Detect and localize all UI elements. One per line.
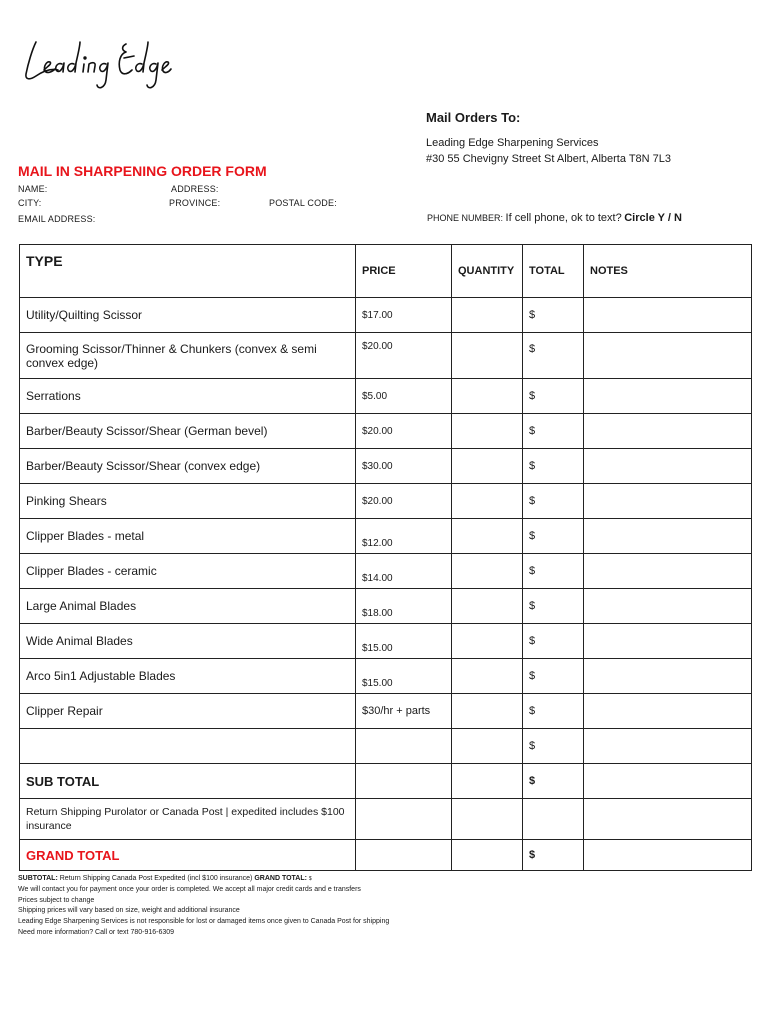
notes-cell[interactable] <box>584 694 752 729</box>
total-cell[interactable]: $ <box>523 449 584 484</box>
quantity-cell[interactable] <box>452 484 523 519</box>
shipping-total-cell[interactable] <box>523 799 584 840</box>
table-row <box>20 333 752 379</box>
item-price: $20.00 <box>356 414 452 449</box>
total-cell[interactable]: $ <box>523 624 584 659</box>
total-cell[interactable]: $ <box>523 519 584 554</box>
item-type: Grooming Scissor/Thinner & Chunkers (convex & semi convex edge) <box>20 333 356 379</box>
item-price[interactable] <box>356 729 452 764</box>
mail-orders-line-1: Leading Edge Sharpening Services <box>426 137 599 149</box>
notes-cell[interactable] <box>584 449 752 484</box>
item-type: Wide Animal Blades <box>20 624 356 659</box>
footer-subtotal-label: SUBTOTAL: <box>18 875 58 882</box>
address-field-label: ADDRESS: <box>171 184 219 194</box>
phone-number-label: PHONE NUMBER: <box>427 213 504 223</box>
total-cell[interactable]: $ <box>523 484 584 519</box>
quantity-header: QUANTITY <box>452 245 523 298</box>
sub-total-quantity-cell <box>452 764 523 799</box>
item-type: Clipper Blades - metal <box>20 519 356 554</box>
quantity-cell[interactable] <box>452 449 523 484</box>
table-row <box>20 659 752 694</box>
item-type: Utility/Quilting Scissor <box>20 298 356 333</box>
notes-cell[interactable] <box>584 333 752 379</box>
table-row <box>20 298 752 333</box>
footer-line-6: Need more information? Call or text 780-916-6309 <box>18 928 175 936</box>
footer-subtotal-text: Return Shipping Canada Post Expedited (incl $100 insurance) <box>59 875 253 882</box>
table-row <box>20 379 752 414</box>
item-price: $12.00 <box>356 519 452 554</box>
quantity-cell[interactable] <box>452 659 523 694</box>
grand-total-value[interactable]: $ <box>523 840 584 871</box>
item-price: $5.00 <box>356 379 452 414</box>
table-row <box>20 449 752 484</box>
sub-total-row <box>20 764 752 799</box>
notes-cell[interactable] <box>584 484 752 519</box>
footer-line-3: Prices subject to change <box>18 896 95 904</box>
province-field-label: PROVINCE: <box>169 198 221 208</box>
phone-text-question: If cell phone, ok to text? <box>505 212 622 224</box>
shipping-price-cell <box>356 799 452 840</box>
table-row <box>20 694 752 729</box>
item-price: $18.00 <box>356 589 452 624</box>
quantity-cell[interactable] <box>452 554 523 589</box>
notes-cell[interactable] <box>584 519 752 554</box>
footer-line-4: Shipping prices will vary based on size, weight and additional insurance <box>18 907 240 915</box>
footer-line-1 <box>18 874 389 885</box>
footer-grand-value: $ <box>308 876 312 882</box>
notes-cell[interactable] <box>584 624 752 659</box>
table-header-row <box>20 245 752 298</box>
total-cell[interactable]: $ <box>523 379 584 414</box>
item-type: Barber/Beauty Scissor/Shear (convex edge) <box>20 449 356 484</box>
leading-edge-logo-script <box>22 28 172 98</box>
notes-cell[interactable] <box>584 414 752 449</box>
sub-total-label: SUB TOTAL <box>20 764 356 799</box>
logo <box>22 28 172 98</box>
notes-cell[interactable] <box>584 729 752 764</box>
footer-notes <box>18 874 389 939</box>
item-price: $30.00 <box>356 449 452 484</box>
item-type: Pinking Shears <box>20 484 356 519</box>
shipping-quantity-cell[interactable] <box>452 799 523 840</box>
grand-total-notes-cell <box>584 840 752 871</box>
price-header: PRICE <box>356 245 452 298</box>
item-type[interactable] <box>20 729 356 764</box>
shipping-label: Return Shipping Purolator or Canada Post | expedited includes $100 insurance <box>20 799 356 840</box>
quantity-cell[interactable] <box>452 624 523 659</box>
item-price: $30/hr + parts <box>356 694 452 729</box>
quantity-cell[interactable] <box>452 589 523 624</box>
email-field-label: EMAIL ADDRESS: <box>18 214 96 224</box>
shipping-row <box>20 799 752 840</box>
total-cell[interactable]: $ <box>523 414 584 449</box>
notes-cell[interactable] <box>584 589 752 624</box>
mail-orders-heading: Mail Orders To: <box>426 110 521 125</box>
total-cell[interactable]: $ <box>523 694 584 729</box>
total-header: TOTAL <box>523 245 584 298</box>
item-price: $17.00 <box>356 298 452 333</box>
item-price: $20.00 <box>356 333 452 379</box>
postal-code-field-label: POSTAL CODE: <box>269 198 337 208</box>
phone-circle-y-n: Circle Y / N <box>624 212 682 224</box>
notes-cell[interactable] <box>584 659 752 694</box>
table-row <box>20 519 752 554</box>
notes-cell[interactable] <box>584 554 752 589</box>
total-cell[interactable]: $ <box>523 729 584 764</box>
notes-header: NOTES <box>584 245 752 298</box>
item-type: Barber/Beauty Scissor/Shear (German bevel) <box>20 414 356 449</box>
item-price: $15.00 <box>356 624 452 659</box>
item-price: $15.00 <box>356 659 452 694</box>
notes-cell[interactable] <box>584 298 752 333</box>
quantity-cell[interactable] <box>452 379 523 414</box>
item-price: $14.00 <box>356 554 452 589</box>
sub-total-price-cell <box>356 764 452 799</box>
table-row <box>20 624 752 659</box>
quantity-cell[interactable] <box>452 414 523 449</box>
item-type: Clipper Blades - ceramic <box>20 554 356 589</box>
form-title: MAIL IN SHARPENING ORDER FORM <box>18 163 267 179</box>
city-field-label: CITY: <box>18 198 42 208</box>
item-type: Clipper Repair <box>20 694 356 729</box>
total-cell[interactable]: $ <box>523 589 584 624</box>
total-cell[interactable]: $ <box>523 298 584 333</box>
grand-total-quantity-cell <box>452 840 523 871</box>
item-type: Arco 5in1 Adjustable Blades <box>20 659 356 694</box>
grand-total-row <box>20 840 752 871</box>
phone-number-field <box>427 212 682 224</box>
item-price: $20.00 <box>356 484 452 519</box>
quantity-cell[interactable] <box>452 298 523 333</box>
sub-total-notes-cell <box>584 764 752 799</box>
total-cell[interactable]: $ <box>523 659 584 694</box>
footer-grand-label: GRAND TOTAL: <box>254 875 307 882</box>
sub-total-value[interactable]: $ <box>523 764 584 799</box>
item-type: Large Animal Blades <box>20 589 356 624</box>
type-header: TYPE <box>20 245 356 298</box>
quantity-cell[interactable] <box>452 333 523 379</box>
quantity-cell[interactable] <box>452 519 523 554</box>
quantity-cell[interactable] <box>452 729 523 764</box>
name-field-label: NAME: <box>18 184 48 194</box>
footer-line-2: We will contact you for payment once your order is completed. We accept all major credit cards and e transfers <box>18 885 361 893</box>
mail-orders-line-2: #30 55 Chevigny Street St Albert, Alberta T8N 7L3 <box>426 153 672 165</box>
item-type: Serrations <box>20 379 356 414</box>
total-cell[interactable]: $ <box>523 554 584 589</box>
order-table <box>19 244 752 871</box>
table-row <box>20 589 752 624</box>
footer-line-5: Leading Edge Sharpening Services is not responsible for lost or damaged items once given to Canada Post for shipping <box>18 918 390 926</box>
quantity-cell[interactable] <box>452 694 523 729</box>
grand-total-price-cell <box>356 840 452 871</box>
table-row <box>20 414 752 449</box>
table-row <box>20 554 752 589</box>
table-row <box>20 484 752 519</box>
table-row <box>20 729 752 764</box>
shipping-notes-cell <box>584 799 752 840</box>
total-cell[interactable]: $ <box>523 333 584 379</box>
notes-cell[interactable] <box>584 379 752 414</box>
grand-total-label: GRAND TOTAL <box>20 840 356 871</box>
mail-orders-address-block <box>426 110 671 167</box>
